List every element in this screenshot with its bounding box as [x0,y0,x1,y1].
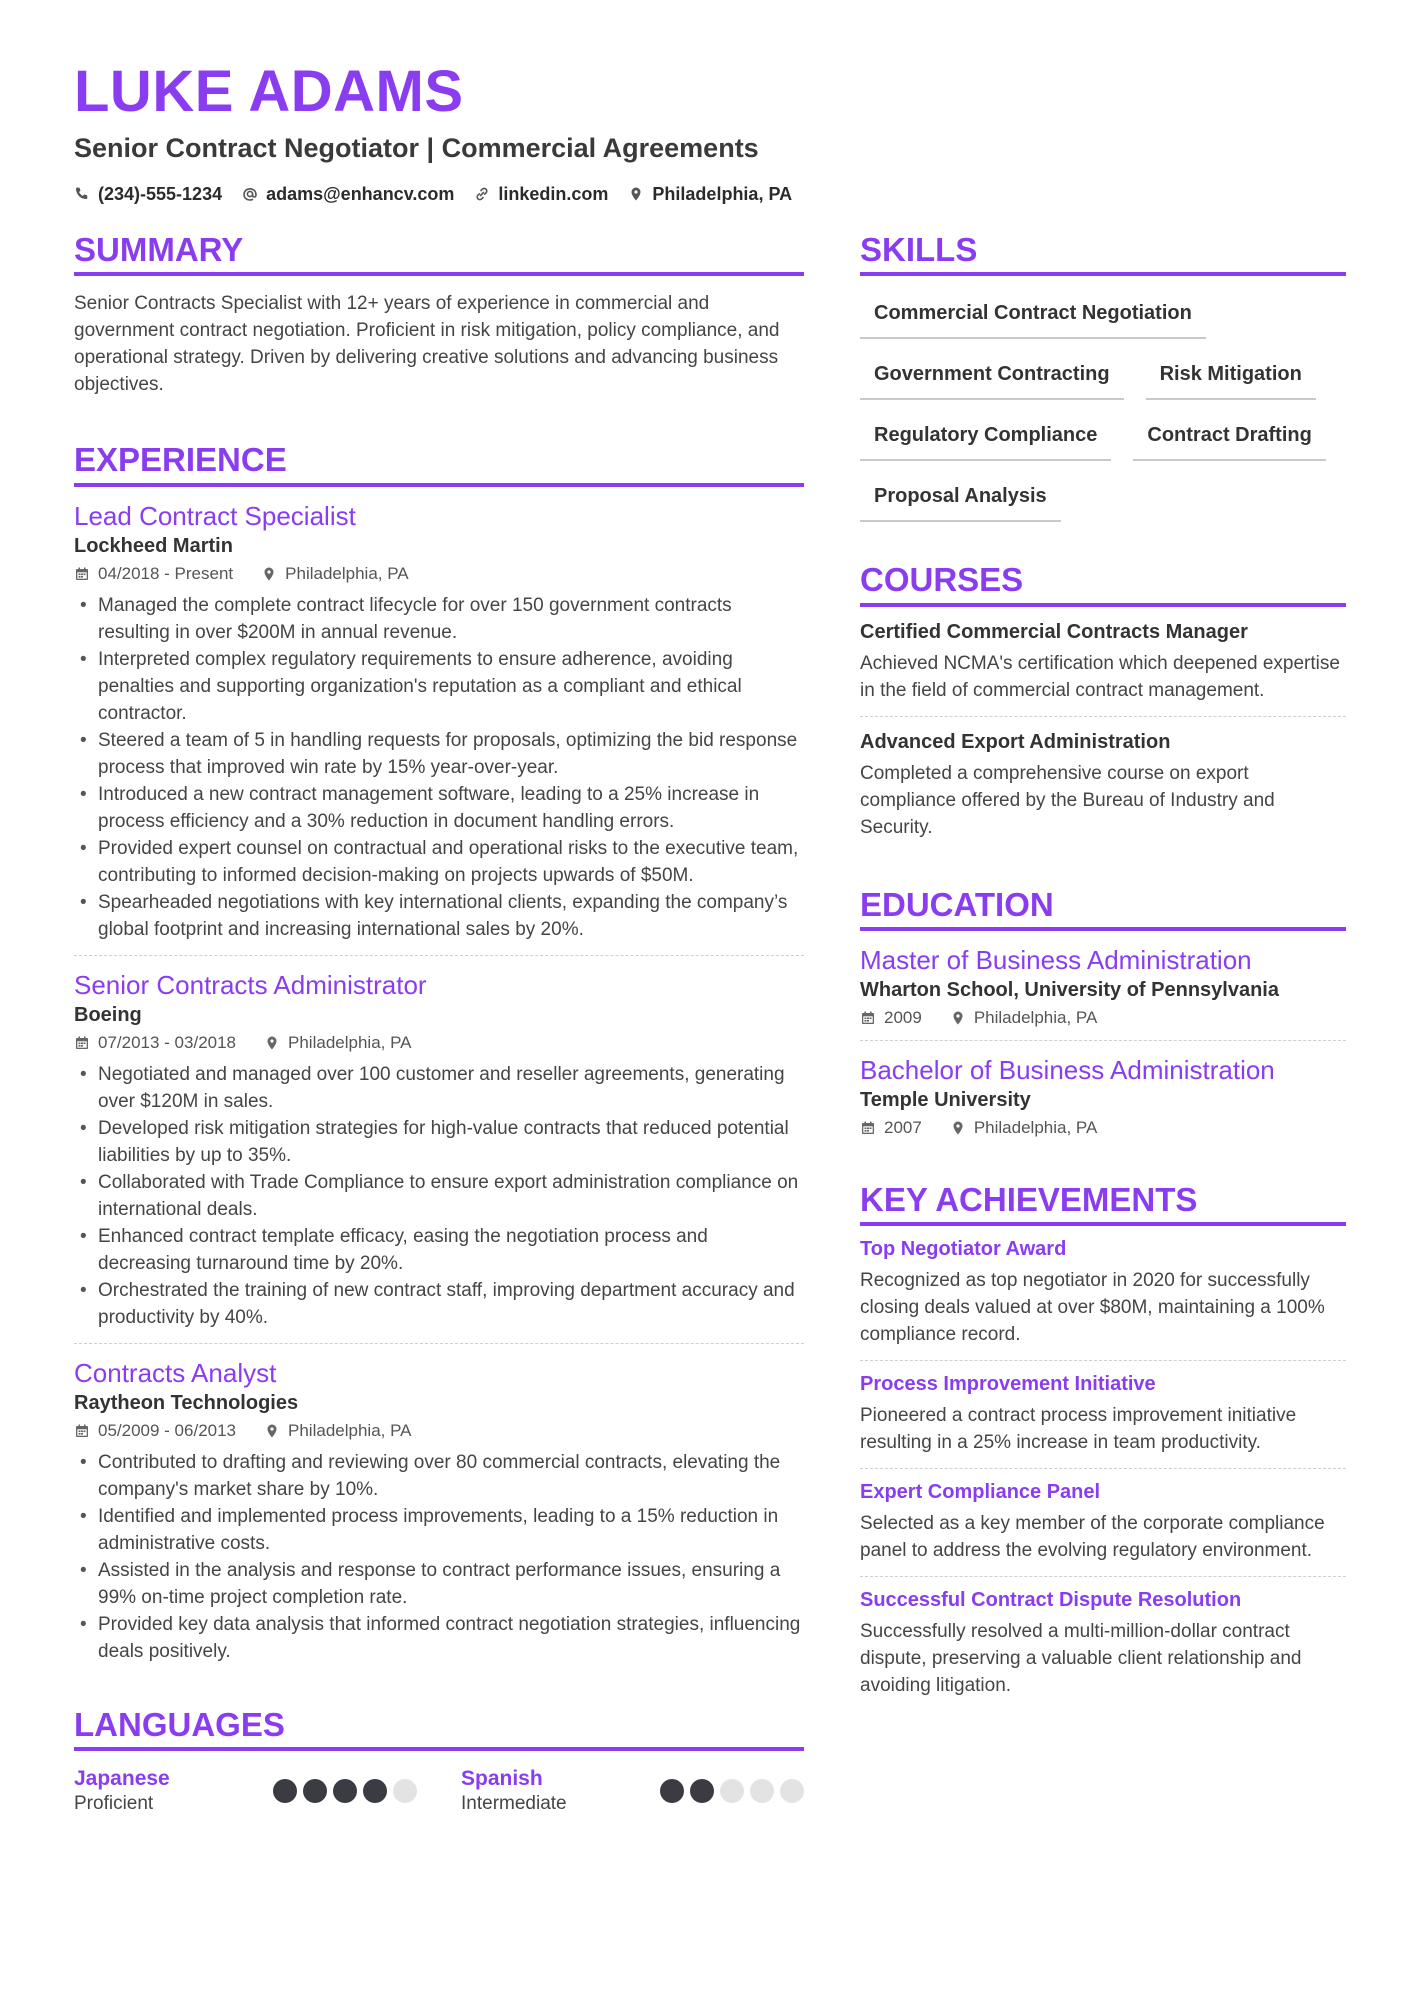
email-text: adams@enhancv.com [266,183,455,204]
job-location [261,564,409,584]
course-desc: Achieved NCMA's certification which deepened expertise in the field of commercial contract management. [860,652,1340,701]
contact-email[interactable] [242,184,454,205]
job-bullet: • Provided expert counsel on contractual and operational risks to the executive team, contributing to informed decision-making on projects upwards of $50M. [74,835,804,889]
calendar-icon [74,1423,90,1439]
edu-school: Temple University [860,1088,1031,1111]
calendar-icon [860,1010,876,1026]
achievement-desc: Recognized as top negotiator in 2020 for successfully closing deals valued at over $80M, maintaining a 100% compliance record. [860,1270,1325,1346]
job-bullet: • Assisted in the analysis and response to contract performance issues, ensuring a 99% on-time project completion rate. [74,1557,804,1611]
edu-year [860,1008,922,1028]
languages-section [74,1707,804,1815]
job-company: Boeing [74,1003,142,1026]
language-rating [273,1779,417,1803]
map-pin-icon [628,186,644,202]
job-entry [74,487,804,956]
job-bullets [74,592,804,943]
job-location-text: Philadelphia, PA [288,1032,412,1052]
courses-heading: COURSES [860,562,1346,606]
courses-section [860,562,1346,852]
education-heading: EDUCATION [860,887,1346,931]
edu-year [860,1118,922,1138]
calendar-icon [74,1035,90,1051]
course-item [860,607,1346,717]
rating-dot-filled [363,1779,387,1803]
rating-dot-filled [273,1779,297,1803]
edu-location-text: Philadelphia, PA [973,1007,1098,1027]
language-list [74,1767,804,1815]
job-entry [74,1344,804,1677]
candidate-title: Senior Contract Negotiator | Commercial Agreements [74,132,759,163]
edu-location [950,1008,1098,1028]
job-bullet: • Developed risk mitigation strategies for high-value contracts that reduced potential liabilities by up to 35%. [74,1115,804,1169]
achievement-desc: Pioneered a contract process improvement initiative resulting in a 25% increase in team productivity. [860,1405,1297,1454]
achievement-desc: Selected as a key member of the corporate compliance panel to address the evolving regulatory environment. [860,1513,1325,1562]
achievement-item [860,1469,1346,1577]
resume-header [74,59,1354,205]
job-bullet: • Spearheaded negotiations with key international clients, expanding the company’s global footprint and increasing international sales by 20%. [74,889,804,943]
right-column [860,232,1346,1741]
experience-heading: EXPERIENCE [74,442,804,486]
language-name: Spanish [461,1766,543,1790]
job-title: Senior Contracts Administrator [74,969,427,1000]
education-item [860,931,1346,1041]
edu-location [950,1118,1098,1138]
achievement-title: Top Negotiator Award [860,1238,1067,1261]
edu-degree: Bachelor of Business Administration [860,1054,1275,1085]
summary-section [74,232,804,398]
achievement-item [860,1577,1346,1711]
course-title: Certified Commercial Contracts Manager [860,620,1248,643]
language-text [74,1767,170,1815]
job-bullet: • Orchestrated the training of new contract staff, improving department accuracy and productivity by 40%. [74,1277,804,1331]
job-location-text: Philadelphia, PA [285,563,409,583]
rating-dot-filled [333,1779,357,1803]
job-bullet: • Negotiated and managed over 100 customer and reseller agreements, generating over $120M in sales. [74,1061,804,1115]
contact-bar [74,184,1354,205]
achievements-heading: KEY ACHIEVEMENTS [860,1182,1346,1226]
map-pin-icon [950,1120,966,1136]
location-text: Philadelphia, PA [652,183,793,204]
job-bullet: • Identified and implemented process improvements, leading to a 15% reduction in administrative costs. [74,1503,804,1557]
edu-meta [860,1118,1346,1138]
education-item [860,1041,1346,1150]
course-item [860,717,1346,853]
achievement-title: Expert Compliance Panel [860,1481,1101,1504]
skill-tag: Regulatory Compliance [860,418,1111,461]
edu-degree: Master of Business Administration [860,944,1252,975]
job-dates-text: 07/2013 - 03/2018 [98,1032,237,1052]
achievement-title: Process Improvement Initiative [860,1373,1156,1396]
language-item [74,1767,417,1815]
job-company: Lockheed Martin [74,534,233,557]
language-rating [660,1779,804,1803]
job-dates [74,1033,236,1053]
education-section [860,887,1346,1150]
left-column [74,232,804,1845]
languages-heading: LANGUAGES [74,1707,804,1751]
skill-tag: Government Contracting [860,357,1124,400]
skill-tag: Risk Mitigation [1146,357,1316,400]
rating-dot-empty [780,1779,804,1803]
language-item [461,1767,804,1815]
contact-location [628,184,792,205]
language-level: Proficient [74,1792,154,1814]
phone-text: (234)-555-1234 [98,183,223,204]
skills-heading: SKILLS [860,232,1346,276]
skill-tag: Commercial Contract Negotiation [860,296,1206,339]
job-bullet: • Interpreted complex regulatory requirements to ensure adherence, avoiding penalties and supporting organization's reputation as a compliant and ethical contractor. [74,646,804,727]
job-bullet: • Collaborated with Trade Compliance to ensure export administration compliance on international deals. [74,1169,804,1223]
job-bullet: • Steered a team of 5 in handling requests for proposals, optimizing the bid response process that improved win rate by 15% year-over-year. [74,727,804,781]
job-bullet: • Contributed to drafting and reviewing over 80 commercial contracts, elevating the company's market share by 10%. [74,1449,804,1503]
rating-dot-empty [750,1779,774,1803]
skill-tag: Proposal Analysis [860,479,1061,522]
phone-icon [74,186,90,202]
calendar-icon [860,1120,876,1136]
edu-year-text: 2009 [884,1007,922,1027]
achievement-title: Successful Contract Dispute Resolution [860,1589,1242,1612]
achievement-item [860,1361,1346,1469]
job-bullets [74,1449,804,1665]
contact-linkedin[interactable] [474,184,608,205]
at-icon [242,186,258,202]
rating-dot-filled [660,1779,684,1803]
skills-list [860,296,1346,522]
candidate-name: LUKE ADAMS [74,59,464,124]
course-title: Advanced Export Administration [860,730,1171,753]
course-desc: Completed a comprehensive course on export compliance offered by the Bureau of Industry and Security. [860,762,1275,838]
calendar-icon [74,566,90,582]
edu-year-text: 2007 [884,1117,922,1137]
job-dates [74,1421,236,1441]
job-bullet: • Introduced a new contract management software, leading to a 25% increase in process efficiency and a 30% reduction in document handling errors. [74,781,804,835]
job-title: Lead Contract Specialist [74,500,356,531]
skills-section [860,232,1346,522]
job-dates [74,564,233,584]
job-company: Raytheon Technologies [74,1391,299,1414]
job-bullets [74,1061,804,1331]
job-meta [74,1421,804,1441]
map-pin-icon [261,566,277,582]
achievement-item [860,1226,1346,1361]
job-meta [74,564,804,584]
job-bullet: • Provided key data analysis that informed contract negotiation strategies, influencing deals positively. [74,1611,804,1665]
job-location-text: Philadelphia, PA [288,1420,412,1440]
map-pin-icon [264,1423,280,1439]
rating-dot-empty [393,1779,417,1803]
job-location [264,1033,412,1053]
job-dates-text: 05/2009 - 06/2013 [98,1420,237,1440]
rating-dot-filled [303,1779,327,1803]
achievements-section [860,1182,1346,1711]
edu-location-text: Philadelphia, PA [973,1117,1098,1137]
edu-meta [860,1008,1346,1028]
link-icon [474,186,490,202]
job-title: Contracts Analyst [74,1357,277,1388]
language-level: Intermediate [461,1792,567,1814]
job-entry [74,956,804,1344]
summary-text: Senior Contracts Specialist with 12+ years of experience in commercial and government contract negotiation. Proficient in risk mitigation, policy compliance, and operational strategy. Driven by delivering creative solutions and advancing business objectives. [74,293,780,396]
skill-tag: Contract Drafting [1133,418,1325,461]
edu-school: Wharton School, University of Pennsylvania [860,978,1279,1001]
summary-heading: SUMMARY [74,232,804,276]
achievement-desc: Successfully resolved a multi-million-dollar contract dispute, preserving a valuable client relationship and avoiding litigation. [860,1621,1302,1697]
experience-section [74,442,804,1676]
contact-phone [74,184,222,205]
language-text [461,1767,567,1815]
linkedin-text: linkedin.com [498,183,609,204]
job-location [264,1421,412,1441]
job-dates-text: 04/2018 - Present [98,563,234,583]
job-meta [74,1033,804,1053]
language-name: Japanese [74,1766,170,1790]
map-pin-icon [264,1035,280,1051]
rating-dot-empty [720,1779,744,1803]
job-bullet: • Enhanced contract template efficacy, easing the negotiation process and decreasing turnaround time by 20%. [74,1223,804,1277]
job-bullet: • Managed the complete contract lifecycle for over 150 government contracts resulting in over $200M in annual revenue. [74,592,804,646]
map-pin-icon [950,1010,966,1026]
rating-dot-filled [690,1779,714,1803]
